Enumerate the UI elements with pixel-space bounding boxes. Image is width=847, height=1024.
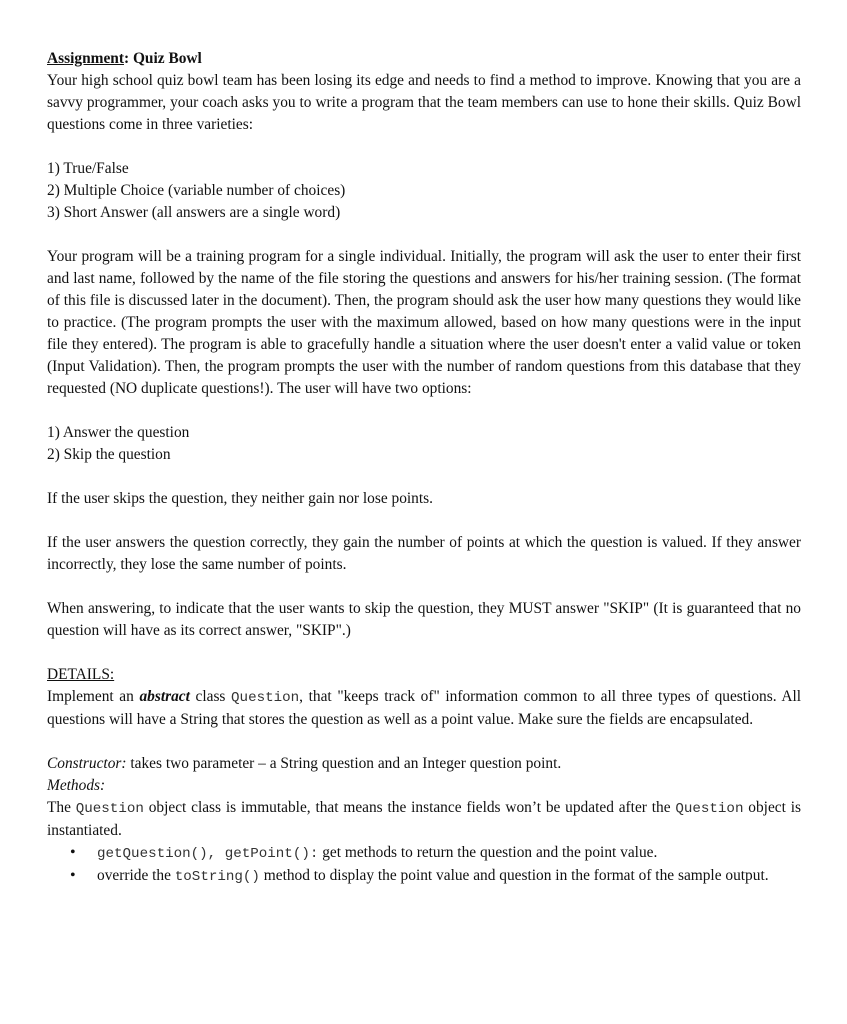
variety-item: 3) Short Answer (all answers are a single word): [47, 204, 341, 221]
spacer: [47, 576, 801, 598]
skip-rule: If the user skips the question, they neither gain nor lose points.: [47, 490, 433, 507]
spacer: [47, 136, 801, 158]
getter-methods-text: get methods to return the question and the point value.: [318, 844, 658, 861]
question-code-1: Question: [75, 801, 144, 817]
constructor-line: [47, 753, 801, 775]
constructor-text: takes two parameter – a String question and an Integer question point.: [126, 755, 562, 772]
methods-label: Methods:: [47, 777, 106, 794]
assignment-label: Assignment: [47, 50, 124, 67]
method-bullet-getters: [47, 842, 801, 865]
score-rule: If the user answers the question correctly, they gain the number of points at which the question is valued. If they answer incorrectly, they lose the same number of points.: [47, 534, 801, 573]
immutable-paragraph: [47, 797, 801, 842]
impl-post: , that "keeps track of" information common to all three types of questions. All questions will have a String that stores the question as well as a point value. Make sure the fields are encapsulated.: [47, 688, 801, 728]
variety-item: 1) True/False: [47, 160, 129, 177]
option-item: 2) Skip the question: [47, 446, 171, 463]
assignment-title: Quiz Bowl: [132, 50, 202, 67]
tostring-code: toString(): [174, 869, 260, 885]
spacer: [47, 224, 801, 246]
details-heading: DETAILS:: [47, 666, 115, 683]
tostring-pre: override the: [97, 867, 175, 884]
immutable-mid: object class is immutable, that means the instance fields won’t be updated after the: [143, 799, 676, 816]
intro-paragraph: Your high school quiz bowl team has been losing its edge and needs to find a method to improve. Knowing that you are a savvy programmer, your coach asks you to write a program that the team members can use to hone their skills. Quiz Bowl questions come in three varieties:: [47, 72, 801, 133]
skip-answer-rule: When answering, to indicate that the user wants to skip the question, they MUST answer "SKIP" (It is guaranteed that no question will have as its correct answer, "SKIP".): [47, 600, 801, 639]
heading-separator: :: [123, 50, 133, 67]
bullet-dot: •: [70, 867, 76, 884]
spacer: [47, 731, 801, 753]
tostring-post: method to display the point value and question in the format of the sample output.: [259, 867, 769, 884]
program-description: Your program will be a training program for a single individual. Initially, the program will ask the user to enter their first and last name, followed by the name of the file storing the questions and answers for his/her training session. (The format of this file is discussed later in the document). Then, the program should ask the user how many questions they would like to practice. (The program prompts the user with the maximum allowed, based on how many questions were in the input file they entered). The program is able to gracefully handle a situation where the user doesn't enter a valid value or token (Input Validation). Then, the program prompts the user with the number of random questions from this database that they requested (NO duplicate questions!). The user will have two options:: [47, 248, 801, 397]
method-bullet-tostring: [47, 865, 801, 888]
assignment-heading: [47, 48, 801, 70]
immutable-post: object is instantiated.: [47, 799, 801, 839]
constructor-label: Constructor:: [47, 755, 127, 772]
implement-paragraph: [47, 686, 801, 731]
option-item: 1) Answer the question: [47, 424, 190, 441]
abstract-keyword: abstract: [139, 688, 190, 705]
question-class-code: Question: [231, 690, 300, 706]
methods-line: [47, 775, 801, 797]
bullet-dot: •: [70, 844, 76, 861]
spacer: [47, 642, 801, 664]
immutable-pre: The: [47, 799, 76, 816]
variety-item: 2) Multiple Choice (variable number of choices): [47, 182, 346, 199]
methods-list: [47, 842, 801, 888]
spacer: [47, 466, 801, 488]
impl-class: class: [189, 688, 232, 705]
question-code-2: Question: [675, 801, 744, 817]
document-page: [47, 48, 801, 888]
getter-methods-code: getQuestion(), getPoint():: [97, 846, 319, 862]
impl-pre: Implement an: [47, 688, 140, 705]
spacer: [47, 510, 801, 532]
spacer: [47, 400, 801, 422]
